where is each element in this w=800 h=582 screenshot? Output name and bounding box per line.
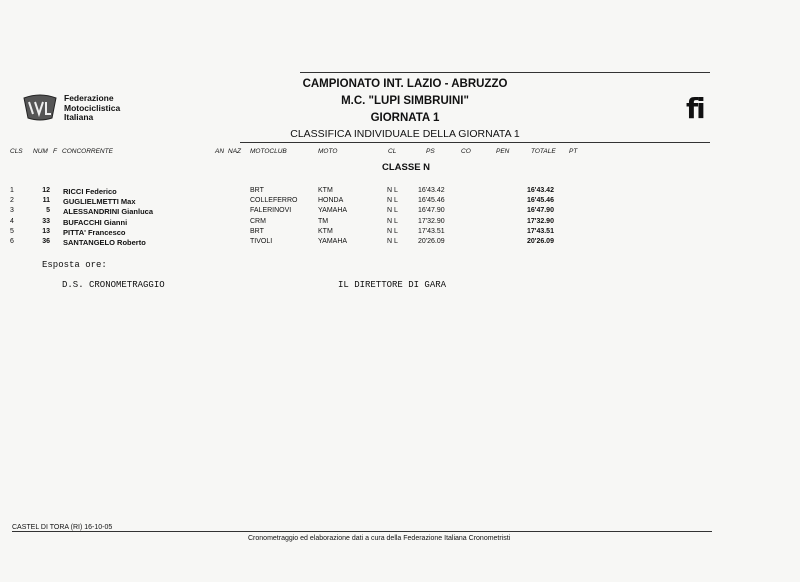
- col-pen: PEN: [496, 148, 510, 155]
- col-moto: MOTO: [318, 148, 338, 155]
- cell-cl: N L: [387, 197, 398, 205]
- classe-heading: CLASSE N: [382, 162, 431, 173]
- cell-name: RICCI Federico: [63, 187, 117, 196]
- cell-name: GUGLIELMETTI Max: [63, 197, 136, 207]
- cell-moto: HONDA: [318, 197, 344, 205]
- cell-ps: 17'43.51: [418, 227, 445, 235]
- cell-totale: 16'45.46: [527, 197, 554, 205]
- cell-name: PITTA' Francesco: [63, 227, 126, 237]
- col-naz: NAZ: [228, 148, 241, 155]
- cell-ps: 17'32.90: [418, 217, 445, 225]
- cell-moto: KTM: [318, 227, 333, 235]
- motoclub-title: M.C. "LUPI SIMBRUINI": [341, 95, 469, 107]
- ds-cronometraggio-label: D.S. CRONOMETRAGGIO: [62, 280, 165, 290]
- cell-num: 5: [46, 207, 50, 215]
- cell-cl: N L: [387, 187, 398, 194]
- cell-ps: 20'26.09: [418, 238, 445, 245]
- fmi-logo-icon: [22, 92, 58, 122]
- cell-num: 36: [42, 238, 50, 245]
- cell-num: 33: [42, 217, 50, 225]
- cell-name: SANTANGELO Roberto: [63, 238, 146, 247]
- cell-moto: YAMAHA: [318, 238, 348, 245]
- header-top-rule: [300, 72, 710, 73]
- federation-name-line: Federazione: [64, 93, 114, 103]
- col-pt: PT: [569, 148, 578, 155]
- cell-name: ALESSANDRINI Gianluca: [63, 207, 154, 217]
- giornata-title: GIORNATA 1: [370, 112, 440, 124]
- col-an: AN: [215, 148, 225, 155]
- championship-title: CAMPIONATO INT. LAZIO - ABRUZZO: [302, 78, 508, 90]
- federation-name-line: Motociclistica: [64, 102, 121, 113]
- cell-club: BRT: [250, 187, 264, 194]
- cell-club: BRT: [250, 227, 264, 235]
- timing-credit: Cronometraggio ed elaborazione dati a cura della Federazione Italiana Cronometristi: [248, 535, 511, 542]
- direttore-gara-label: IL DIRETTORE DI GARA: [338, 280, 447, 290]
- cell-club: COLLEFERRO: [250, 197, 298, 205]
- cell-cls: 5: [10, 227, 14, 235]
- cell-cl: N L: [387, 227, 398, 235]
- cell-cl: N L: [387, 207, 398, 215]
- cell-totale: 16'47.90: [527, 207, 554, 215]
- classifica-subtitle: CLASSIFICA INDIVIDUALE DELLA GIORNATA 1: [290, 128, 520, 140]
- fi-logo-icon: fi: [686, 92, 704, 125]
- cell-cls: 1: [10, 187, 14, 194]
- location-date: CASTEL DI TORA (RI) 16-10-05: [12, 524, 113, 531]
- cell-ps: 16'45.46: [418, 197, 445, 205]
- cell-ps: 16'43.42: [418, 187, 445, 194]
- cell-club: FALERINOVI: [250, 207, 292, 215]
- esposta-ore-label: Esposta ore:: [42, 260, 107, 270]
- cell-num: 13: [42, 227, 50, 235]
- col-num: NUM: [33, 148, 48, 155]
- cell-cl: N L: [387, 238, 398, 245]
- cell-totale: 17'32.90: [527, 217, 554, 225]
- col-cls: CLS: [10, 148, 23, 155]
- cell-num: 12: [42, 187, 50, 194]
- cell-num: 11: [42, 197, 50, 205]
- cell-moto: TM: [318, 217, 329, 225]
- col-motoclub: MOTOCLUB: [250, 148, 287, 155]
- cell-name: BUFACCHI Gianni: [63, 217, 128, 227]
- federation-name: [64, 94, 134, 123]
- col-totale: TOTALE: [531, 148, 556, 155]
- cell-cls: 6: [10, 238, 14, 245]
- col-ps: PS: [426, 148, 435, 155]
- cell-ps: 16'47.90: [418, 207, 445, 215]
- cell-club: TIVOLI: [250, 238, 273, 245]
- cell-cl: N L: [387, 217, 398, 225]
- col-co: CO: [461, 148, 471, 155]
- col-cl: CL: [388, 148, 397, 155]
- cell-totale: 16'43.42: [527, 187, 554, 194]
- federation-name-line: Italiana: [64, 112, 94, 122]
- cell-totale: 20'26.09: [527, 238, 554, 245]
- footer-rule: [12, 531, 712, 532]
- cell-moto: YAMAHA: [318, 207, 348, 215]
- cell-cls: 3: [10, 207, 14, 215]
- cell-cls: 4: [10, 217, 14, 225]
- cell-club: CRM: [250, 217, 266, 225]
- cell-totale: 17'43.51: [527, 227, 554, 235]
- col-concorrente: CONCORRENTE: [62, 148, 113, 155]
- cell-cls: 2: [10, 197, 14, 205]
- subtitle-rule: [240, 142, 710, 143]
- col-f: F: [53, 148, 57, 155]
- cell-moto: KTM: [318, 187, 333, 194]
